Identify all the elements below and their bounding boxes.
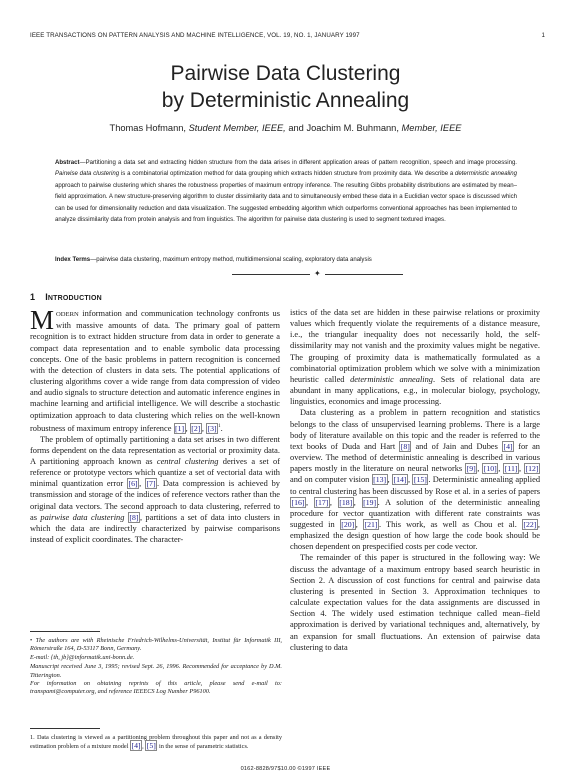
citation-link[interactable]: [18]	[339, 497, 353, 507]
index-terms-label: Index Terms	[55, 257, 91, 263]
citation-link[interactable]: [10]	[483, 464, 497, 474]
text-run: and of Jain and Dubes	[411, 441, 503, 451]
text-run: . This work, as well as Chou et al.	[379, 519, 522, 529]
divider-rule-left	[232, 274, 310, 275]
abstract-dash: —	[79, 160, 86, 166]
citation-link[interactable]: [21]	[364, 519, 378, 529]
paper-title	[0, 60, 571, 114]
footnote-number: 1.	[30, 734, 35, 741]
text-run: . A solution of the deterministic annealing procedure for vector quantization with different rate constraints was suggested in	[290, 497, 540, 529]
text-run: The problem of optimally partitioning a data set arises in two different forms dependent on the data representation as vectorial or proximity data. A partitioning approach known as	[30, 434, 280, 466]
section-number: 1	[30, 292, 36, 302]
citation-link[interactable]: [19]	[363, 497, 377, 507]
index-terms-dash: —	[90, 257, 97, 263]
section-title-rest: NTRODUCTION	[47, 295, 102, 302]
drop-cap: M	[30, 305, 55, 336]
text-run: and on computer vision	[290, 475, 372, 485]
italic-term: pairwise data clustering	[40, 512, 125, 522]
citation-link[interactable]: [17]	[315, 497, 329, 507]
affiliation-address: The authors are with Rheinische Friedrich-Wilhelms-Universität, Institut für Informatik III, Römerstraße 164, D-53117 Bonn, Germany.	[30, 637, 283, 653]
text-run: . Sets of relational data are abundant in many applications, e.g., in molecular biology, psychology, linguistics, economics and image processing.	[290, 374, 540, 407]
italic-term: central clustering	[156, 456, 219, 466]
section-heading	[30, 292, 280, 304]
author-2-role: Member, IEEE	[401, 123, 462, 133]
citation-link[interactable]: [8]	[400, 441, 410, 451]
text-run: in the sense of parametric statistics.	[157, 743, 249, 751]
paragraph: The remainder of this paper is structured in the following way: We discuss the advantage of a maximum entropy based search heuristic in Section 2. A discussion of cost functions for central and pairwise data clustering is presented in Section 3. Approximation techniques to calculate expectation values for the data assignments are discussed in Section 4. The widely used estimation technique called mean–field approximation is derived by variational techniques and, alternatively, by an expansion for small fluctuations. An extension of pairwise data clustering to data	[290, 553, 540, 652]
author-2: and Joachim M. Buhmann,	[288, 123, 399, 133]
paragraph: The problem of optimally partitioning a data set arises in two different forms dependent on the data representation as vectorial or proximity data. A partitioning approach known as central clustering derives a set of reference or prototype vectors which quantize a set of vectorial data with minimal quantization error [6] , [7] . Data compression is achieved by transmission and storage of the indices of reference vectors rather than the original data vectors. The second approach to data clustering, referred to as pairwise data clustering [8] , partitions a set of data into clusters in which the data are indirectly characterized by pairwise comparisons instead of explicit coordinates. The character-	[30, 434, 281, 545]
abstract-text-3: approach to pairwise clustering which shares the robustness properties of maximum entropy inference. The resulting Gibbs probability distributions are estimated by mean–field approximation. A new structure-preserving algorithm to cluster dissimilarity data and to simultaneously embed these data in a Euclidian vector space is discussed which can be used for dimensionality reduction and data visualization. The suggested embedding algorithm which outperforms conventional approaches has been implemented to analyze dissimilarity data from protein analysis and from linguistics. The algorithm for pairwise data clustering is used to segment textured images.	[55, 182, 517, 224]
citation-link[interactable]: [6]	[128, 479, 138, 489]
text-run: derives a set of reference or prototype vectors which quantize a set of vectorial data with minimal quantization error	[30, 456, 281, 489]
text-run: istics of the data set are hidden in these pairwise relations or proximity values which frequently violate the requirements of a distance measure, i.e., the triangular inequality does not necessarily hold, the self-dissimilarity may not vanish and the proximity values might be negative. The grouping of proximity data is mathematically formulated as a combinatorial optimization problem which we solve with a minimization heuristic called	[290, 308, 540, 384]
paragraph: Data clustering as a problem in pattern recognition and statistics belongs to the class of unsupervised learning problems. There is a large body of literature available on this topic and the reader is referred to the text books of Duda and Hart [8] and of Jain and Dubes [4] for an overview. The method of deterministic annealing is described in various papers mostly in the literature on neural networks [9] , [10] , [11] , [12] and on computer vision [13] , [14] , [15] . Deterministic annealing applied to central clustering has been discussed by Rose et al. in a series of papers [16] , [17] , [18] , [19] . A solution of the deterministic annealing procedure for vector quantization with different rate constraints was suggested in [20] , [21] . This work, as well as Chou et al. [22] , emphasized the design question of how large the code book should be chosen dependent on prespecified costs per code vector.	[290, 408, 541, 552]
abstract	[55, 158, 517, 226]
title-line-1: Pairwise Data Clustering	[170, 62, 401, 85]
paragraph	[290, 307, 540, 407]
copyright-code: 0162-8828/97$10.00 ©1997 IEEE	[240, 766, 331, 772]
paragraph: MODERN information and communication technology confronts us with massive amounts of data. The primary goal of pattern recognition is to extract hidden structure from data in order to generate a compact data representation and to enable symbolic data processing concepts. One of the basic problems in pattern recognition is concerned with the detection of clusters in data sets. The potential applications of clustering algorithms cover a wide range from data compression of video and audio signals to structure detection and automatic inference engines in machine learning and artificial intelligence. We will describe a stochastic optimization approach to data clustering which relies on the well-known robustness of maximum entropy inference [1] , [2] , [3] $^1$.	[30, 305, 280, 433]
citation-link[interactable]: [11]	[504, 464, 518, 474]
citation-link[interactable]: [8]	[129, 512, 139, 522]
index-terms-text: pairwise data clustering, maximum entropy method, multidimensional scaling, exploratory data analysis	[96, 257, 372, 263]
left-column	[30, 292, 280, 545]
citation-link[interactable]: [20]	[341, 519, 355, 529]
text-run: information and communication technology confronts us with massive amounts of data. The primary goal of pattern recognition is to extract hidden structure from data in order to generate a compact data representation and to enable symbolic data processing concepts. One of the basic problems in pattern recognition is concerned with the detection of clusters in data sets. The potential applications of clustering algorithms cover a wide range from data compression of video and audio signals to structure detection and automatic inference engines in machine learning and artificial intelligence. We will describe a stochastic optimization approach to data clustering which relies on the well-known robustness of maximum entropy inference	[30, 309, 280, 433]
right-column	[290, 307, 540, 653]
citation-link[interactable]: [1]	[175, 423, 185, 433]
citation-link[interactable]: [9]	[466, 464, 476, 474]
abstract-text-2: is a combinatorial optimization method for data grouping which extracts hidden structure from proximity data. We describe a	[119, 171, 456, 178]
divider-rule-right	[325, 274, 403, 275]
citation-link[interactable]: [2]	[191, 423, 201, 433]
text-run: Data clustering as a problem in pattern recognition and statistics belongs to the class of unsupervised learning problems. There is a large body of literature available on this topic and the reader is referred to the text books of Duda and Hart	[290, 408, 540, 451]
text-run: , partitions a set of data into clusters in which the data are indirectly characterized by pairwise comparisons instead of explicit coordinates. The character-	[30, 512, 280, 545]
author-line	[0, 123, 571, 133]
manuscript-dates: Manuscript received June 3, 1995; revised Sept. 26, 1996. Recommended for acceptance by D.M. Titterington.	[30, 663, 282, 679]
page-number: 1	[541, 32, 545, 39]
affiliation-authors	[30, 637, 282, 662]
citation-link[interactable]: [22]	[523, 519, 537, 529]
bullet-icon: •	[30, 637, 33, 644]
author-1: Thomas Hofmann,	[109, 123, 186, 133]
journal-name: IEEE TRANSACTIONS ON PATTERN ANALYSIS AND MACHINE INTELLIGENCE, VOL. 19, NO. 1, JANUARY 1997	[30, 32, 360, 39]
title-line-2: by Deterministic Annealing	[161, 89, 410, 112]
text-run: for an overview. The method of deterministic annealing is described in various papers mostly in the literature on neural networks	[290, 441, 540, 474]
citation-link[interactable]: [15]	[413, 475, 427, 485]
citation-link[interactable]: [16]	[291, 497, 305, 507]
citation-link[interactable]: [12]	[525, 464, 539, 474]
text-run: . Data compression is achieved by transmission and storage of the indices of reference vectors rather than the original data vectors. The second approach to data clustering, referred to as	[30, 479, 280, 522]
section-divider	[232, 269, 447, 279]
index-terms	[55, 255, 525, 265]
manuscript-info	[30, 663, 282, 697]
author-1-role: Student Member, IEEE,	[188, 123, 286, 133]
affiliation-email: E-mail: {th, jb}@informatik.uni-bonn.de.	[30, 653, 135, 661]
text-run: Data clustering is viewed as a partitioning problem throughout this paper and not as a density estimation problem of a mixture model	[30, 734, 282, 751]
divider-diamond-icon: ✦	[314, 269, 321, 278]
footnote-rule-2	[30, 728, 100, 729]
footnote-mark: 1	[218, 423, 221, 429]
running-head	[30, 32, 545, 39]
citation-link[interactable]: [14]	[393, 475, 407, 485]
citation-link[interactable]: [3]	[207, 423, 217, 433]
affiliation-footnote	[30, 637, 282, 698]
footnote-1: 1. Data clustering is viewed as a partitioning problem throughout this paper and not as a density estimation problem of a mixture model [4] , [5] in the sense of parametric statistics.	[30, 734, 282, 751]
citation-link[interactable]: [5]	[146, 741, 156, 751]
section-title-first: I	[45, 292, 48, 302]
text-run: , emphasized the design question of how large the code book should be chosen dependent on prespecified costs per code vector.	[290, 519, 540, 552]
abstract-italic-1: Pairwise data clustering	[55, 171, 120, 178]
citation-link[interactable]: [7]	[146, 479, 156, 489]
smallcaps-word: ODERN	[56, 311, 79, 319]
abstract-text-1: Partitioning a data set and extracting hidden structure from the data arises in different application areas of pattern recognition, speech and image processing.	[85, 160, 517, 166]
abstract-italic-2: deterministic annealing	[455, 171, 517, 178]
footnote-rule	[30, 631, 100, 632]
abstract-label: Abstract	[55, 160, 80, 166]
citation-link[interactable]: [13]	[373, 475, 387, 485]
text-run: . Deterministic annealing applied to central clustering has been discussed by Rose et al. in a series of papers	[290, 475, 541, 496]
italic-term: deterministic annealing	[350, 374, 433, 384]
citation-link[interactable]: [4]	[131, 741, 141, 751]
citation-link[interactable]: [4]	[503, 441, 513, 451]
reprints-info: For information on obtaining reprints of this article, please send e-mail to: transpami@computer.org, and reference IEEECS Log Number P96100.	[30, 680, 282, 696]
